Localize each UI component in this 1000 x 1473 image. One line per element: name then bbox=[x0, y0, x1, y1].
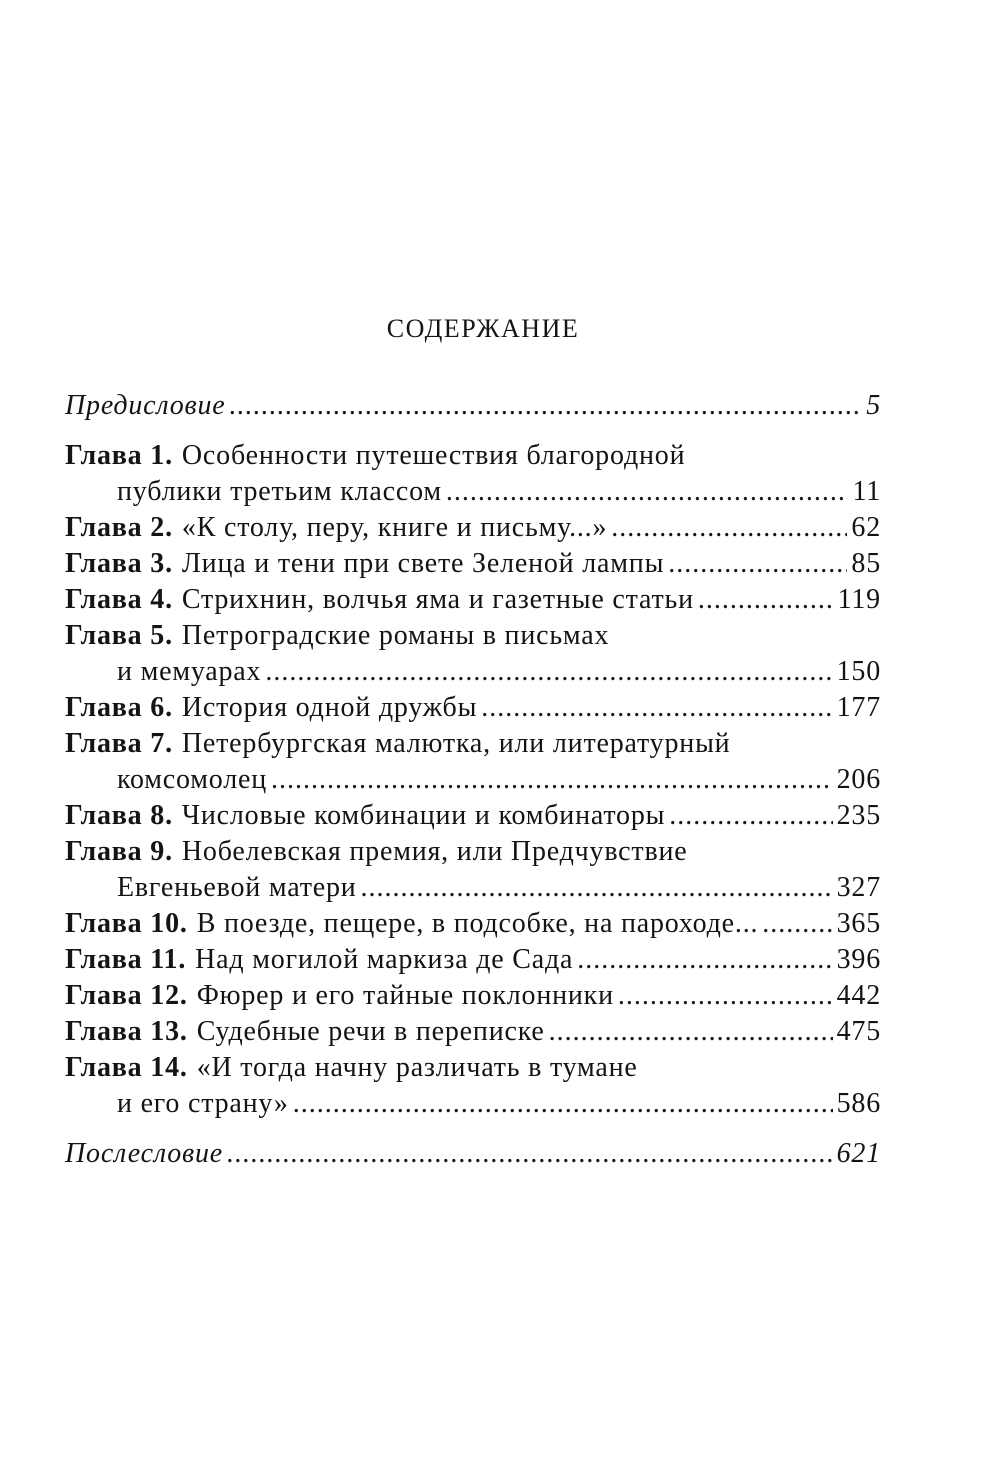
dot-leader bbox=[229, 388, 862, 424]
chapter-label: Глава 11. bbox=[65, 944, 187, 975]
dot-leader bbox=[265, 654, 832, 690]
toc-entry-chapter-6[interactable] bbox=[65, 690, 881, 726]
dot-leader bbox=[446, 474, 849, 510]
chapter-title-continued: и его страну» bbox=[117, 1088, 289, 1119]
toc-heading: СОДЕРЖАНИЕ bbox=[386, 314, 580, 343]
dot-leader bbox=[669, 798, 832, 834]
chapter-label: Глава 13. bbox=[65, 1016, 188, 1047]
toc-entry-chapter-5-continued[interactable] bbox=[65, 654, 881, 690]
chapter-title-continued: и мемуарах bbox=[117, 656, 262, 687]
toc-entry-chapter-7-continued[interactable] bbox=[65, 762, 881, 798]
dot-leader bbox=[698, 582, 834, 618]
toc-entry-chapter-1-continued[interactable] bbox=[65, 474, 881, 510]
toc-entry-page: 62 bbox=[851, 512, 881, 543]
chapter-label: Глава 7. bbox=[65, 728, 173, 759]
toc-entry-chapter-10[interactable] bbox=[65, 906, 881, 942]
chapter-label: Глава 14. bbox=[65, 1052, 188, 1083]
toc-entry-title: Послесловие bbox=[65, 1138, 223, 1169]
chapter-title: Петербургская малютка, или литературный bbox=[181, 728, 731, 759]
toc-entry-page: 442 bbox=[836, 980, 881, 1011]
toc-entry-title: Предисловие bbox=[65, 390, 226, 421]
toc-entry-page: 235 bbox=[836, 800, 881, 831]
toc-entry-chapter-4[interactable] bbox=[65, 582, 881, 618]
dot-leader bbox=[549, 1014, 833, 1050]
dot-leader bbox=[668, 546, 847, 582]
toc-entry-chapter-2[interactable] bbox=[65, 510, 881, 546]
dot-leader bbox=[271, 762, 833, 798]
chapter-label: Глава 6. bbox=[65, 692, 173, 723]
chapter-label: Глава 3. bbox=[65, 548, 173, 579]
toc-entry-preface[interactable] bbox=[65, 388, 881, 424]
chapter-title: Петроградские романы в письмах bbox=[181, 620, 610, 651]
dot-leader bbox=[611, 510, 847, 546]
chapter-title-continued: комсомолец bbox=[117, 764, 267, 795]
toc-entry-chapter-1[interactable] bbox=[65, 438, 881, 474]
toc-entry-page: 11 bbox=[852, 476, 881, 507]
chapter-label: Глава 4. bbox=[65, 584, 173, 615]
chapter-label: Глава 10. bbox=[65, 908, 188, 939]
toc-entry-page: 586 bbox=[836, 1088, 881, 1119]
chapter-label: Глава 2. bbox=[65, 512, 173, 543]
chapter-label: Глава 8. bbox=[65, 800, 173, 831]
toc-entry-chapter-12[interactable] bbox=[65, 978, 881, 1014]
chapter-title: История одной дружбы bbox=[181, 692, 478, 723]
dot-leader bbox=[481, 690, 832, 726]
dot-leader bbox=[618, 978, 833, 1014]
chapter-title: Лица и тени при свете Зеленой лампы bbox=[181, 548, 665, 579]
chapter-title: «К столу, перу, книге и письму...» bbox=[181, 512, 608, 543]
chapter-label: Глава 5. bbox=[65, 620, 173, 651]
chapter-title: «И тогда начну различать в тумане bbox=[196, 1052, 638, 1083]
toc-entry-chapter-9-continued[interactable] bbox=[65, 870, 881, 906]
table-of-contents bbox=[65, 388, 881, 1172]
chapter-label: Глава 9. bbox=[65, 836, 173, 867]
toc-entry-page: 5 bbox=[866, 390, 881, 421]
chapter-label: Глава 12. bbox=[65, 980, 188, 1011]
toc-entry-chapter-11[interactable] bbox=[65, 942, 881, 978]
dot-leader bbox=[227, 1136, 833, 1172]
toc-entry-chapter-5[interactable] bbox=[65, 618, 881, 654]
chapter-title: Нобелевская премия, или Предчувствие bbox=[181, 836, 688, 867]
chapter-title: Особенности путешествия благородной bbox=[181, 440, 686, 471]
toc-entry-chapter-9[interactable] bbox=[65, 834, 881, 870]
toc-entry-afterword[interactable] bbox=[65, 1136, 881, 1172]
toc-entry-page: 119 bbox=[837, 584, 881, 615]
chapter-title: Над могилой маркиза де Сада bbox=[195, 944, 574, 975]
toc-entry-page: 365 bbox=[836, 908, 881, 939]
toc-entry-page: 621 bbox=[836, 1138, 881, 1169]
toc-entry-chapter-14[interactable] bbox=[65, 1050, 881, 1086]
chapter-title-continued: публики третьим классом bbox=[117, 476, 442, 507]
dot-leader bbox=[293, 1086, 833, 1122]
toc-entry-page: 327 bbox=[836, 872, 881, 903]
toc-entry-page: 85 bbox=[851, 548, 881, 579]
chapter-title: В поезде, пещере, в подсобке, на пароходе... bbox=[196, 908, 759, 939]
toc-entry-page: 475 bbox=[836, 1016, 881, 1047]
dot-leader bbox=[762, 906, 832, 942]
chapter-title: Числовые комбинации и комбинаторы bbox=[181, 800, 666, 831]
toc-entry-chapter-8[interactable] bbox=[65, 798, 881, 834]
toc-entry-chapter-14-continued[interactable] bbox=[65, 1086, 881, 1122]
toc-entry-chapter-7[interactable] bbox=[65, 726, 881, 762]
toc-entry-page: 396 bbox=[836, 944, 881, 975]
toc-entry-page: 206 bbox=[836, 764, 881, 795]
chapter-title: Фюрер и его тайные поклонники bbox=[196, 980, 614, 1011]
dot-leader bbox=[577, 942, 832, 978]
toc-entry-chapter-13[interactable] bbox=[65, 1014, 881, 1050]
toc-entry-page: 150 bbox=[836, 656, 881, 687]
chapter-label: Глава 1. bbox=[65, 440, 173, 471]
toc-entry-page: 177 bbox=[836, 692, 881, 723]
chapter-title: Судебные речи в переписке bbox=[196, 1016, 545, 1047]
chapter-title-continued: Евгеньевой матери bbox=[117, 872, 357, 903]
dot-leader bbox=[361, 870, 833, 906]
toc-entry-chapter-3[interactable] bbox=[65, 546, 881, 582]
chapter-title: Стрихнин, волчья яма и газетные статьи bbox=[181, 584, 694, 615]
